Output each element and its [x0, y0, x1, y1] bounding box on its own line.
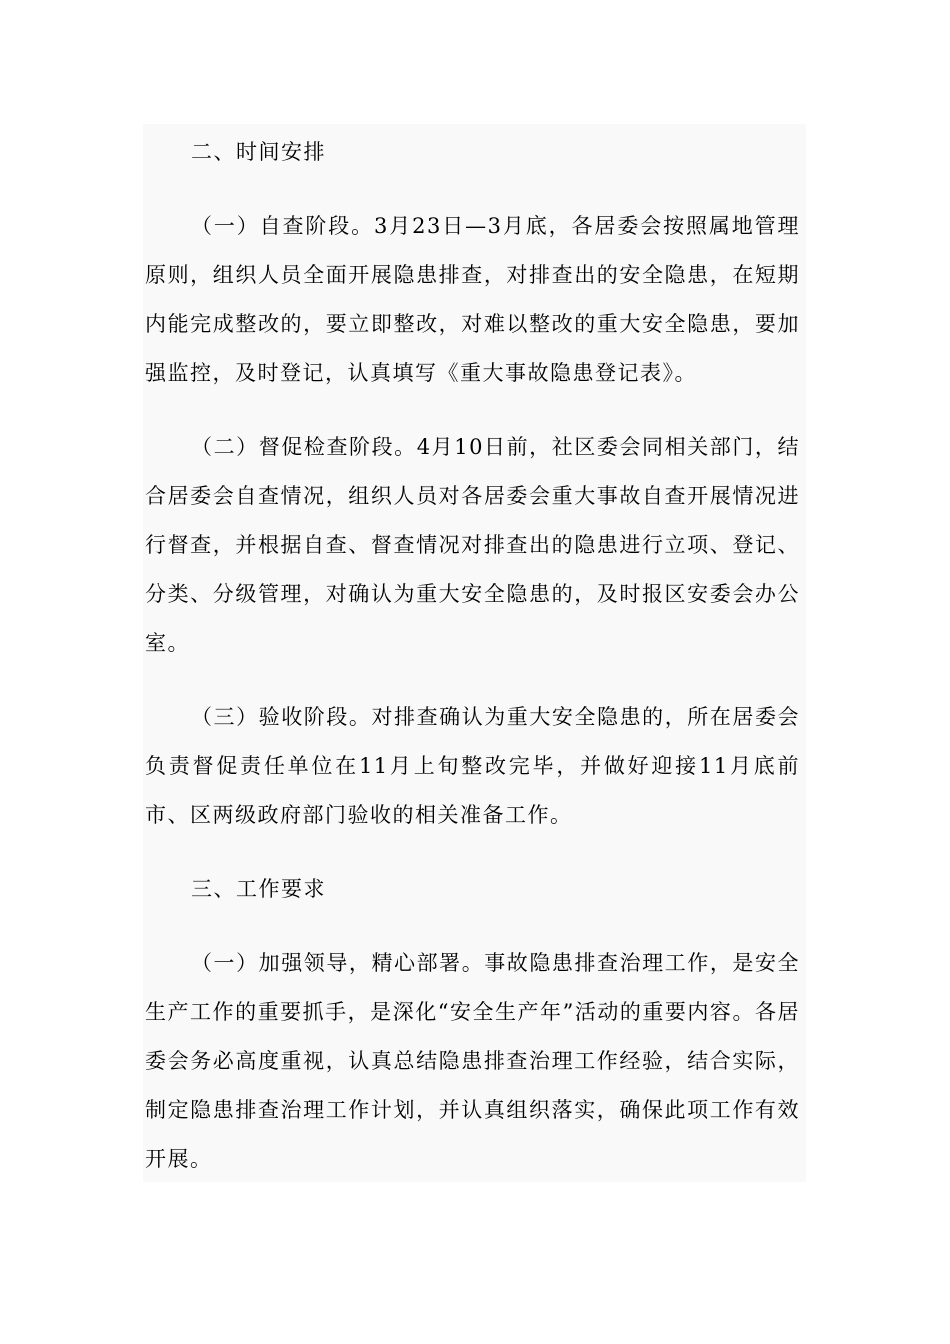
- text-line: 负责督促责任单位在11月上旬整改完毕，并做好迎接11月底前市、: [145, 754, 800, 827]
- text-line: 室。: [145, 631, 190, 655]
- text-line: 区两级政府部门验收的相关准备工作。: [190, 803, 573, 827]
- text-line: 开展。: [145, 1147, 213, 1171]
- paragraph-self-inspection: [145, 202, 800, 398]
- document-body: [145, 128, 800, 1209]
- text-line: （二）督促检查阶段。4月10日前，社区委会同相关部门，结: [191, 435, 800, 459]
- text-line: 制定隐患排查治理工作计划，并认真组织落实，确保此项工作有效: [145, 1098, 800, 1122]
- text-line: 生产工作的重要抓手，是深化“安全生产年”活动的重要内容。各: [145, 1000, 778, 1024]
- text-line: 原则，组织人员全面开展隐患排查，对排查出的安全隐患，在短期: [145, 263, 800, 287]
- text-line: 行督查，并根据自查、督查情况对排查出的隐患进行立项、登记、: [145, 533, 800, 557]
- section-heading-requirements: 三、工作要求: [191, 877, 326, 901]
- text-line: （一）加强领导，精心部署。事故隐患排查治理工作，是安全: [191, 951, 800, 975]
- text-line: 居委会务必高度重视，认真总结隐患排查治理工作经验，结合实际，: [145, 1000, 800, 1073]
- paragraph-supervision: [145, 423, 800, 668]
- text-line: （一）自查阶段。3月23日—3月底，各居委会按照属地管理: [191, 214, 800, 238]
- text-line: 分类、分级管理，对确认为重大安全隐患的，及时报区安委会办公: [145, 582, 800, 606]
- text-line: 强监控，及时登记，认真填写《重大事故隐患登记表》。: [145, 361, 697, 385]
- text-line: 内能完成整改的，要立即整改，对难以整改的重大安全隐患，要加: [145, 312, 800, 336]
- paragraph-acceptance: [145, 693, 800, 840]
- paragraph-leadership: [145, 939, 800, 1184]
- section-heading-schedule: 二、时间安排: [191, 140, 326, 164]
- text-line: 合居委会自查情况，组织人员对各居委会重大事故自查开展情况进: [145, 484, 800, 508]
- text-line: （三）验收阶段。对排查确认为重大安全隐患的，所在居委会: [191, 705, 800, 729]
